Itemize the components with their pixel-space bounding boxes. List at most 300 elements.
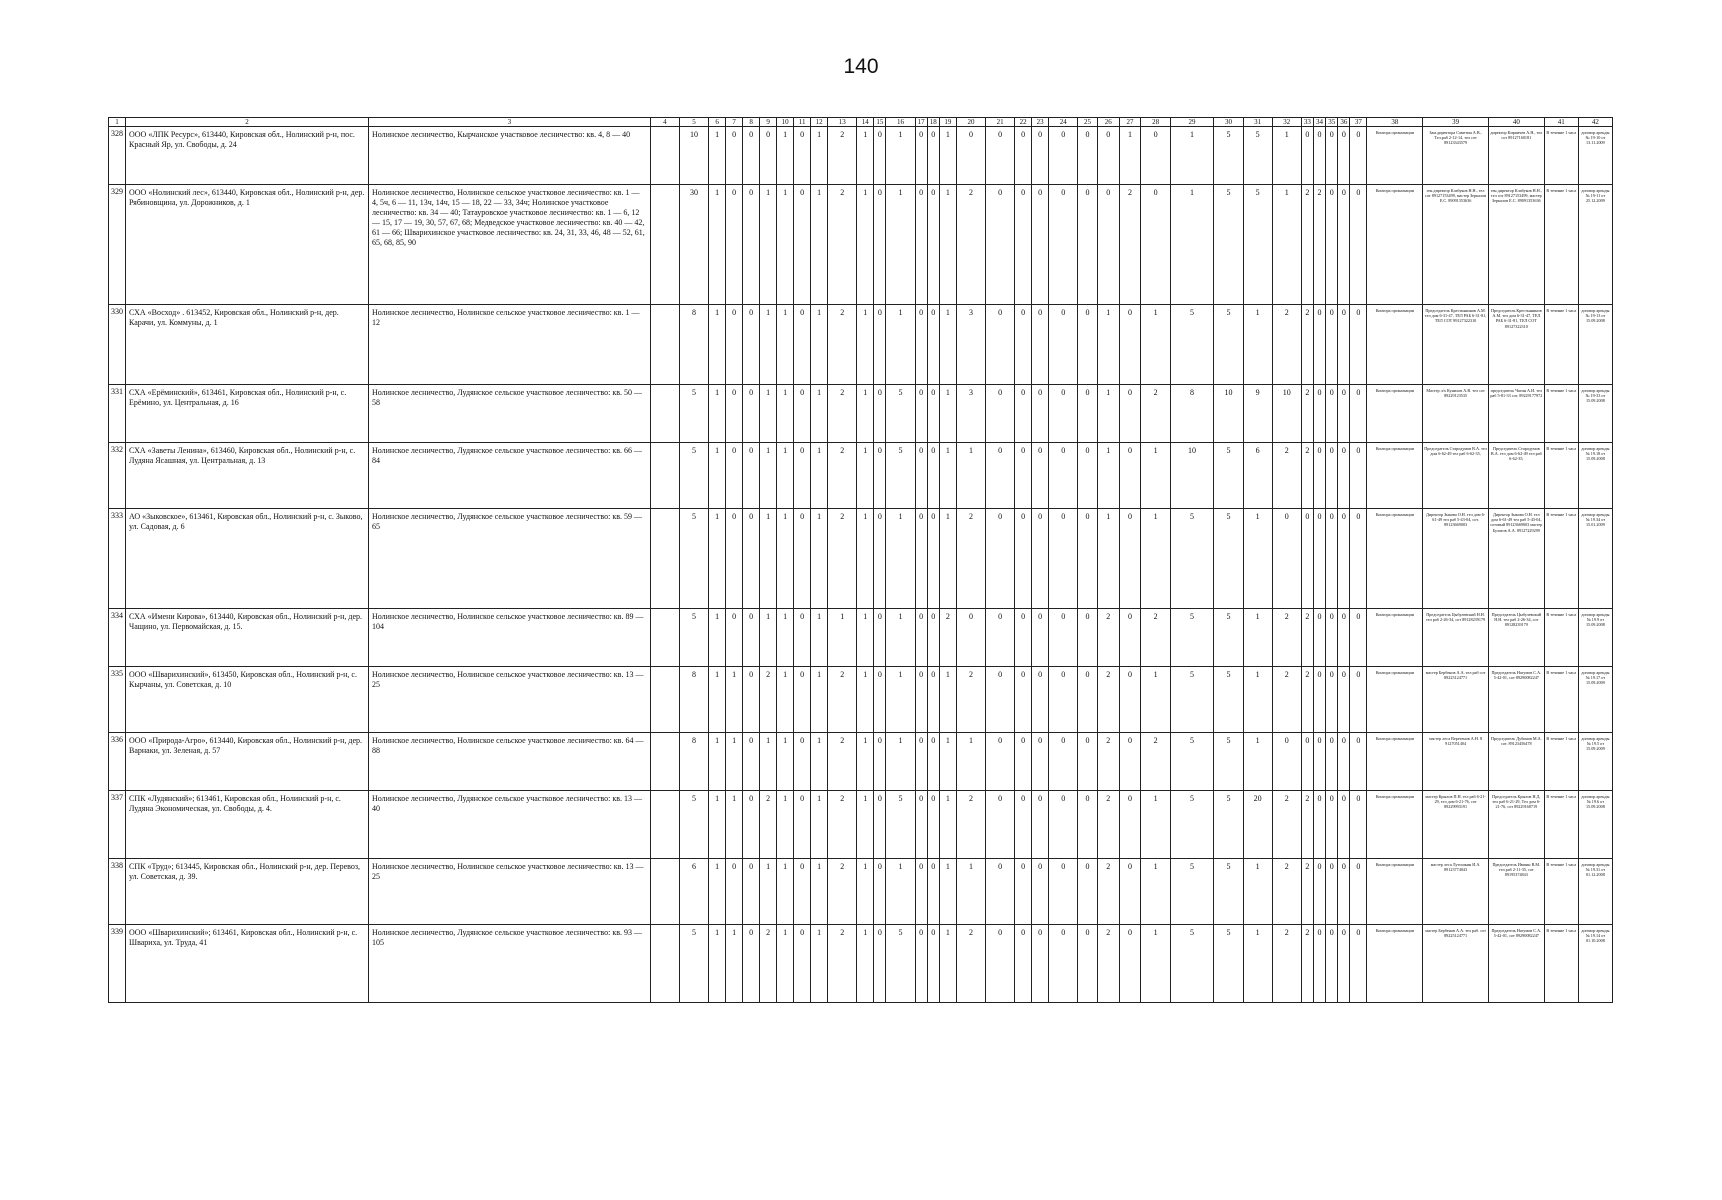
value-cell: 1 <box>857 185 874 305</box>
value-cell: 2 <box>1301 667 1313 733</box>
value-cell: 1 <box>760 305 777 385</box>
value-cell: 0 <box>915 185 927 305</box>
value-cell: 0 <box>743 127 760 185</box>
value-cell: 1 <box>1141 925 1170 1003</box>
value-cell: 2 <box>1272 859 1301 925</box>
response-time-cell: В течение 1 часа <box>1544 791 1578 859</box>
value-cell: 1 <box>857 859 874 925</box>
value-cell: 0 <box>915 443 927 509</box>
table-row <box>109 859 1613 925</box>
value-cell: 0 <box>927 609 939 667</box>
head-cell: Председатель Цыбулевский Н.Н. тел раб 2-26-34, сот 89128239179 <box>1488 609 1544 667</box>
value-cell: 2 <box>828 443 857 509</box>
contract-cell: договор аренды № 19.17 от 15.09.2009 <box>1578 667 1612 733</box>
value-cell: 1 <box>777 443 794 509</box>
value-cell: 0 <box>726 443 743 509</box>
value-cell: 1 <box>939 859 956 925</box>
value-cell: 0 <box>986 667 1015 733</box>
value-cell: 1 <box>1141 509 1170 609</box>
value-cell: 0 <box>1272 509 1301 609</box>
contract-cell: договор аренды № 19.6 от 15.09.2008 <box>1578 791 1612 859</box>
value-cell: 5 <box>1170 925 1214 1003</box>
value-cell: 1 <box>1272 127 1301 185</box>
responsible-cell: мастер Крылов П.Н. тел раб 6-21-29, тел дом 6-21-76, сот 89229993191 <box>1423 791 1489 859</box>
column-number: 39 <box>1423 118 1489 127</box>
value-cell: 0 <box>1032 609 1049 667</box>
value-cell: 0 <box>1119 609 1141 667</box>
value-cell: 0 <box>1015 443 1032 509</box>
contract-cell: договор аренды № 19.5 от 15.09.2009 <box>1578 733 1612 791</box>
value-cell: 10 <box>1170 443 1214 509</box>
value-cell: 0 <box>986 185 1015 305</box>
value-cell: 0 <box>794 859 811 925</box>
value-cell: 2 <box>1119 185 1141 305</box>
value-cell: 1 <box>811 609 828 667</box>
value-cell: 0 <box>1078 791 1097 859</box>
value-cell: 0 <box>1078 609 1097 667</box>
row-number: 338 <box>109 859 126 925</box>
value-cell: 1 <box>811 859 828 925</box>
value-cell: 1 <box>777 385 794 443</box>
value-cell: 1 <box>760 185 777 305</box>
value-cell: 0 <box>1078 127 1097 185</box>
column-number: 25 <box>1078 118 1097 127</box>
value-cell: 5 <box>886 385 915 443</box>
value-cell: 0 <box>743 925 760 1003</box>
value-cell: 2 <box>1301 185 1313 305</box>
value-cell <box>650 791 679 859</box>
value-cell: 0 <box>1313 609 1325 667</box>
response-time-cell: В течение 1 часа <box>1544 127 1578 185</box>
value-cell: 0 <box>1097 127 1119 185</box>
organization-cell: АО «Зыковское», 613461, Кировская обл., Нолинский р-н, с. Зыково, ул. Садовая, д. 6 <box>126 509 369 609</box>
value-cell: 0 <box>1049 925 1078 1003</box>
table-row <box>109 791 1613 859</box>
value-cell: 1 <box>1097 443 1119 509</box>
contract-cell: договор аренды № 19.18 от 15.09.2008 <box>1578 443 1612 509</box>
value-cell: 0 <box>1326 791 1338 859</box>
value-cell: 0 <box>1141 127 1170 185</box>
value-cell: 0 <box>794 305 811 385</box>
value-cell: 8 <box>1170 385 1214 443</box>
location-type-cell: Контора организации <box>1367 509 1423 609</box>
head-cell: директор Кирпичев А.Н., тел сот 89127160181 <box>1488 127 1544 185</box>
contract-cell: договор аренды № 19-10 от 13.11.2009 <box>1578 127 1612 185</box>
column-number: 16 <box>886 118 915 127</box>
column-number: 28 <box>1141 118 1170 127</box>
value-cell: 6 <box>1243 443 1272 509</box>
value-cell: 0 <box>1119 305 1141 385</box>
value-cell: 0 <box>1078 385 1097 443</box>
table-row <box>109 667 1613 733</box>
head-cell: Председатель Крылов Н.Д. тел раб 6-21-29, Тел дом 6-21-76, сот 89229168719 <box>1488 791 1544 859</box>
value-cell: 1 <box>709 305 726 385</box>
value-cell: 0 <box>1078 443 1097 509</box>
value-cell: 0 <box>726 385 743 443</box>
column-number: 8 <box>743 118 760 127</box>
value-cell: 0 <box>915 925 927 1003</box>
value-cell: 0 <box>1313 443 1325 509</box>
value-cell: 0 <box>1350 609 1367 667</box>
value-cell: 1 <box>760 609 777 667</box>
value-cell: 0 <box>1015 185 1032 305</box>
column-number: 38 <box>1367 118 1423 127</box>
value-cell: 1 <box>886 609 915 667</box>
value-cell: 10 <box>1214 385 1243 443</box>
column-number: 6 <box>709 118 726 127</box>
value-cell: 1 <box>939 791 956 859</box>
value-cell: 2 <box>1301 385 1313 443</box>
value-cell: 0 <box>794 185 811 305</box>
page-number: 140 <box>843 55 879 78</box>
column-number: 40 <box>1488 118 1544 127</box>
value-cell: 2 <box>828 385 857 443</box>
column-number-row <box>109 118 1613 127</box>
value-cell: 0 <box>1119 385 1141 443</box>
value-cell: 0 <box>1326 609 1338 667</box>
value-cell: 0 <box>1338 609 1350 667</box>
column-number: 2 <box>126 118 369 127</box>
value-cell: 2 <box>1301 443 1313 509</box>
value-cell: 8 <box>679 305 708 385</box>
column-number: 1 <box>109 118 126 127</box>
value-cell: 0 <box>1078 185 1097 305</box>
location-cell: Нолинское лесничество, Кырчанское участковое лесничество: кв. 4, 8 — 40 <box>368 127 650 185</box>
value-cell: 1 <box>886 305 915 385</box>
value-cell: 0 <box>986 733 1015 791</box>
value-cell: 1 <box>811 185 828 305</box>
value-cell: 0 <box>743 859 760 925</box>
value-cell: 0 <box>743 443 760 509</box>
value-cell: 1 <box>777 925 794 1003</box>
responsible-cell: Директор Зыкова О.Н. тел дом 6-61-49 тел раб 5-43-04, сот. 89123669003 <box>1423 509 1489 609</box>
value-cell: 0 <box>927 443 939 509</box>
value-cell: 1 <box>939 185 956 305</box>
value-cell: 0 <box>874 305 886 385</box>
value-cell: 1 <box>886 859 915 925</box>
value-cell: 1 <box>709 127 726 185</box>
value-cell: 0 <box>1032 859 1049 925</box>
column-number: 5 <box>679 118 708 127</box>
value-cell: 5 <box>886 925 915 1003</box>
value-cell: 0 <box>1326 443 1338 509</box>
row-number: 335 <box>109 667 126 733</box>
value-cell: 0 <box>874 667 886 733</box>
value-cell: 0 <box>1301 509 1313 609</box>
value-cell: 0 <box>1338 667 1350 733</box>
value-cell <box>650 509 679 609</box>
value-cell: 1 <box>1141 791 1170 859</box>
value-cell <box>650 667 679 733</box>
value-cell: 0 <box>794 127 811 185</box>
location-cell: Нолинское лесничество, Нолинское сельское участковое лесничество: кв. 1 — 4, 5ч, 6 — 11, 13ч, 14ч, 15 — 18, 22 — 33, 34ч; Нолинское участковое лесничество: кв. 34 — 40; Татауровское участковое лесничество: кв. 1 — 6, 12 — 15, 17 — 19, 30, 57, 67, 68; Медведское участковое лесничество: кв. 40 — 42, 61 — 66; Шварихинское участковое лесничество: кв. 24, 31, 33, 46, 48 — 52, 61, 65, 68, 85, 90 <box>368 185 650 305</box>
column-number: 18 <box>927 118 939 127</box>
value-cell: 0 <box>743 609 760 667</box>
response-time-cell: В течение 1 часа <box>1544 667 1578 733</box>
value-cell: 0 <box>1049 185 1078 305</box>
location-cell: Нолинское лесничество, Лудянское сельское участковое лесничество: кв. 13 — 40 <box>368 791 650 859</box>
value-cell: 1 <box>777 733 794 791</box>
responsible-cell: ген.директор Клабуков Н.Н., тел сот 89127153499, мастер Зеркалов Е.С. 89091353636 <box>1423 185 1489 305</box>
value-cell: 1 <box>1243 667 1272 733</box>
value-cell: 2 <box>1301 791 1313 859</box>
row-number: 329 <box>109 185 126 305</box>
column-number: 35 <box>1326 118 1338 127</box>
value-cell: 1 <box>777 667 794 733</box>
contract-cell: договор аренды № 19.31 от 01.12.2008 <box>1578 859 1612 925</box>
value-cell: 0 <box>874 791 886 859</box>
value-cell: 0 <box>915 509 927 609</box>
response-time-cell: В течение 1 часа <box>1544 305 1578 385</box>
value-cell: 5 <box>1214 127 1243 185</box>
value-cell: 1 <box>1272 185 1301 305</box>
location-cell: Нолинское лесничество, Лудянское сельское участковое лесничество: кв. 93 — 105 <box>368 925 650 1003</box>
value-cell <box>650 609 679 667</box>
value-cell: 1 <box>811 667 828 733</box>
value-cell: 5 <box>1214 733 1243 791</box>
value-cell: 5 <box>679 609 708 667</box>
value-cell: 0 <box>1350 385 1367 443</box>
value-cell: 0 <box>986 791 1015 859</box>
value-cell: 0 <box>794 925 811 1003</box>
value-cell: 0 <box>1078 925 1097 1003</box>
head-cell: Председатель Крестьянинов А.М. тел дом 6-31-47, ТЕЛ РАБ 6-31-81, ТЕЛ СОТ 89127322310 <box>1488 305 1544 385</box>
value-cell: 1 <box>777 609 794 667</box>
value-cell: 1 <box>709 443 726 509</box>
column-number: 17 <box>915 118 927 127</box>
location-cell: Нолинское лесничество, Нолинское сельское участковое лесничество: кв. 64 — 88 <box>368 733 650 791</box>
value-cell: 9 <box>1243 385 1272 443</box>
value-cell: 0 <box>1015 859 1032 925</box>
value-cell: 1 <box>939 385 956 443</box>
value-cell: 0 <box>1015 305 1032 385</box>
value-cell: 1 <box>1243 509 1272 609</box>
row-number: 337 <box>109 791 126 859</box>
column-number: 21 <box>986 118 1015 127</box>
value-cell: 2 <box>956 667 985 733</box>
column-number: 33 <box>1301 118 1313 127</box>
location-type-cell: Контора организации <box>1367 443 1423 509</box>
value-cell: 0 <box>1350 859 1367 925</box>
value-cell: 0 <box>874 733 886 791</box>
value-cell: 1 <box>886 667 915 733</box>
value-cell: 1 <box>811 509 828 609</box>
value-cell: 0 <box>986 509 1015 609</box>
response-time-cell: В течение 1 часа <box>1544 185 1578 305</box>
value-cell: 1 <box>1243 609 1272 667</box>
value-cell: 0 <box>1350 791 1367 859</box>
value-cell: 1 <box>777 859 794 925</box>
value-cell: 0 <box>915 859 927 925</box>
column-number: 20 <box>956 118 985 127</box>
value-cell: 1 <box>777 185 794 305</box>
value-cell: 0 <box>1049 443 1078 509</box>
value-cell: 2 <box>828 127 857 185</box>
row-number: 336 <box>109 733 126 791</box>
value-cell: 1 <box>1141 859 1170 925</box>
value-cell: 1 <box>1170 127 1214 185</box>
column-number: 29 <box>1170 118 1214 127</box>
value-cell: 1 <box>811 791 828 859</box>
column-number: 23 <box>1032 118 1049 127</box>
head-cell: Директор Зыкова О.Н. тел дом 6-61-49 тел раб 5-43-04, сотовый 89123669003 мастер Булатов А.А. 89127229299 <box>1488 509 1544 609</box>
location-type-cell: Контора организации <box>1367 127 1423 185</box>
value-cell: 1 <box>857 305 874 385</box>
value-cell: 0 <box>726 185 743 305</box>
value-cell: 0 <box>1338 733 1350 791</box>
value-cell: 0 <box>1338 859 1350 925</box>
value-cell: 1 <box>956 443 985 509</box>
column-number: 3 <box>368 118 650 127</box>
value-cell: 1 <box>956 859 985 925</box>
value-cell: 0 <box>1326 667 1338 733</box>
value-cell: 1 <box>709 733 726 791</box>
value-cell: 2 <box>1272 791 1301 859</box>
value-cell: 2 <box>1301 305 1313 385</box>
value-cell: 0 <box>874 859 886 925</box>
value-cell: 0 <box>1350 443 1367 509</box>
value-cell: 2 <box>956 925 985 1003</box>
contract-cell: договор аренды № 19-13 от 15.09.2008 <box>1578 305 1612 385</box>
value-cell: 0 <box>1338 791 1350 859</box>
value-cell: 1 <box>709 859 726 925</box>
value-cell: 1 <box>1097 385 1119 443</box>
value-cell: 0 <box>986 609 1015 667</box>
row-number: 332 <box>109 443 126 509</box>
value-cell: 0 <box>1015 385 1032 443</box>
value-cell: 0 <box>1338 385 1350 443</box>
table-row <box>109 509 1613 609</box>
value-cell: 0 <box>1097 185 1119 305</box>
value-cell: 0 <box>1049 733 1078 791</box>
value-cell: 0 <box>1350 925 1367 1003</box>
value-cell: 1 <box>777 509 794 609</box>
responsible-cell: мастер Бербенов А.А. тел раб сот 89225124771 <box>1423 667 1489 733</box>
value-cell: 1 <box>857 925 874 1003</box>
value-cell <box>650 443 679 509</box>
value-cell: 1 <box>726 667 743 733</box>
value-cell: 1 <box>1170 185 1214 305</box>
value-cell: 0 <box>1350 305 1367 385</box>
value-cell: 2 <box>1272 305 1301 385</box>
value-cell: 2 <box>1301 859 1313 925</box>
value-cell: 1 <box>709 925 726 1003</box>
value-cell: 0 <box>915 733 927 791</box>
value-cell: 0 <box>927 791 939 859</box>
response-time-cell: В течение 1 часа <box>1544 509 1578 609</box>
value-cell: 2 <box>1141 733 1170 791</box>
value-cell: 0 <box>743 185 760 305</box>
value-cell: 1 <box>857 667 874 733</box>
location-cell: Нолинское лесничество, Нолинское сельское участковое лесничество: кв. 89 — 104 <box>368 609 650 667</box>
value-cell: 0 <box>1049 859 1078 925</box>
value-cell: 10 <box>1272 385 1301 443</box>
location-type-cell: Контора организации <box>1367 791 1423 859</box>
row-number: 328 <box>109 127 126 185</box>
column-number: 37 <box>1350 118 1367 127</box>
value-cell: 8 <box>679 667 708 733</box>
value-cell: 2 <box>828 733 857 791</box>
table-row <box>109 305 1613 385</box>
responsible-cell: Председатель Стародумов В.А. тел дом 6-62-49 тел раб 6-62-35, <box>1423 443 1489 509</box>
value-cell: 0 <box>1326 185 1338 305</box>
value-cell: 0 <box>1326 859 1338 925</box>
value-cell: 0 <box>956 127 985 185</box>
value-cell: 2 <box>760 667 777 733</box>
value-cell: 0 <box>1119 733 1141 791</box>
value-cell: 0 <box>1032 385 1049 443</box>
value-cell <box>650 305 679 385</box>
column-number: 14 <box>857 118 874 127</box>
value-cell: 0 <box>1015 925 1032 1003</box>
value-cell: 0 <box>726 859 743 925</box>
value-cell: 5 <box>1214 305 1243 385</box>
value-cell <box>650 733 679 791</box>
value-cell: 0 <box>1326 305 1338 385</box>
value-cell: 5 <box>679 791 708 859</box>
value-cell: 0 <box>1313 859 1325 925</box>
value-cell: 0 <box>1338 443 1350 509</box>
row-number: 339 <box>109 925 126 1003</box>
value-cell: 0 <box>874 443 886 509</box>
value-cell: 0 <box>1015 667 1032 733</box>
value-cell: 1 <box>811 305 828 385</box>
value-cell: 2 <box>828 925 857 1003</box>
value-cell: 5 <box>1170 609 1214 667</box>
value-cell: 0 <box>1313 791 1325 859</box>
value-cell: 0 <box>1313 733 1325 791</box>
value-cell: 0 <box>927 509 939 609</box>
value-cell: 2 <box>1097 733 1119 791</box>
table-row <box>109 925 1613 1003</box>
value-cell: 0 <box>986 127 1015 185</box>
row-number: 331 <box>109 385 126 443</box>
column-number: 19 <box>939 118 956 127</box>
value-cell: 1 <box>1119 127 1141 185</box>
value-cell: 5 <box>1170 733 1214 791</box>
value-cell: 0 <box>986 859 1015 925</box>
value-cell: 0 <box>1049 609 1078 667</box>
value-cell: 1 <box>886 509 915 609</box>
value-cell: 0 <box>1350 509 1367 609</box>
value-cell: 2 <box>1097 609 1119 667</box>
response-time-cell: В течение 1 часа <box>1544 925 1578 1003</box>
value-cell: 0 <box>1313 925 1325 1003</box>
organization-cell: СПК «Труд»; 613445, Кировская обл., Нолинский р-н, дер. Перевоз, ул. Советская, д. 39. <box>126 859 369 925</box>
value-cell: 0 <box>1049 127 1078 185</box>
value-cell: 0 <box>760 127 777 185</box>
value-cell: 0 <box>1338 925 1350 1003</box>
value-cell: 1 <box>760 733 777 791</box>
value-cell: 0 <box>1338 509 1350 609</box>
value-cell: 1 <box>709 609 726 667</box>
value-cell: 1 <box>939 443 956 509</box>
value-cell: 5 <box>1170 305 1214 385</box>
organization-cell: СПК «Лудянский»; 613461, Кировская обл., Нолинский р-н, с. Лудяна Экономическая, ул. Свободы, д. 4. <box>126 791 369 859</box>
value-cell: 0 <box>915 385 927 443</box>
value-cell: 1 <box>709 791 726 859</box>
location-cell: Нолинское лесничество, Нолинское сельское участковое лесничество: кв. 13 — 25 <box>368 667 650 733</box>
head-cell: Председатель Нагумов С.А. 5-42-01, сот 89290082247 <box>1488 667 1544 733</box>
value-cell: 0 <box>915 305 927 385</box>
location-cell: Нолинское лесничество, Нолинское сельское участковое лесничество: кв. 13 — 25 <box>368 859 650 925</box>
value-cell: 5 <box>1214 859 1243 925</box>
value-cell: 0 <box>1301 733 1313 791</box>
value-cell: 5 <box>679 443 708 509</box>
value-cell: 5 <box>886 791 915 859</box>
value-cell: 0 <box>1032 185 1049 305</box>
value-cell: 0 <box>927 127 939 185</box>
